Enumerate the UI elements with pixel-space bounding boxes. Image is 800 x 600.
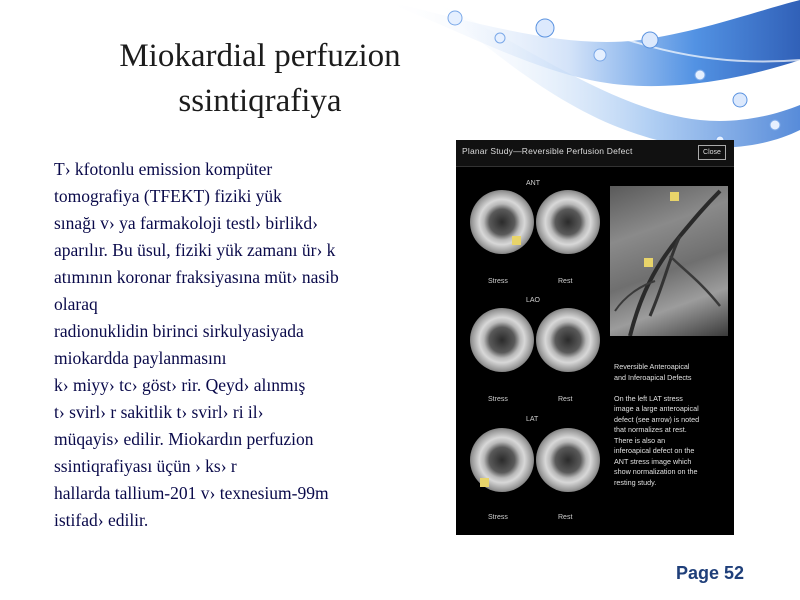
lao-rest-caption: Rest xyxy=(558,396,573,403)
page-number: Page 52 xyxy=(675,563,744,583)
lat-rest-scan-image xyxy=(536,428,600,492)
slide-title-line-2: ssintiqrafiya xyxy=(178,83,342,119)
figure-description-line: Reversible Anteroapical xyxy=(614,362,690,371)
body-text-line: müqayis› edilir. Miokardın perfuzion xyxy=(54,429,314,449)
lat-defect-arrow-icon xyxy=(480,478,489,487)
figure-description-line: resting study. xyxy=(614,477,657,487)
view-label-lao: LAO xyxy=(526,297,541,304)
figure-description-line: and Inferoapical Defects xyxy=(614,372,692,382)
body-text-line: olaraq xyxy=(54,294,98,314)
body-text-line: aparılır. Bu üsul, fiziki yük zamanı ür› k xyxy=(54,240,336,260)
figure-header xyxy=(456,140,734,167)
view-label-lat: LAT xyxy=(526,416,539,423)
figure-description-line xyxy=(614,383,730,394)
figure-close-button[interactable]: Close xyxy=(698,145,726,160)
lat-stress-caption: Stress xyxy=(488,514,508,521)
ant-rest-scan-image xyxy=(536,190,600,254)
slide-title xyxy=(60,34,460,124)
body-text-line: istifad› edilir. xyxy=(54,510,149,530)
body-text-line: atımının koronar fraksiyasına müt› nasib xyxy=(54,267,339,287)
angiogram-arrow-icon-bottom xyxy=(644,258,653,267)
angiogram-arrow-icon-top xyxy=(670,192,679,201)
figure-description-line: inferoapical defect on the xyxy=(614,446,695,455)
figure-description-line: defect (see arrow) is noted xyxy=(614,414,700,424)
figure-description-line: show normalization on the xyxy=(614,467,698,476)
lao-rest-scan-image xyxy=(536,308,600,372)
body-text-line: tomografiya (TFEKT) fiziki yük xyxy=(54,186,282,206)
figure-description xyxy=(614,362,730,488)
body-text-line: miokardda paylanmasını xyxy=(54,348,227,368)
coronary-angiogram-image xyxy=(610,186,728,336)
figure-title: Planar Study—Reversible Perfusion Defect xyxy=(462,146,633,156)
ant-defect-arrow-icon xyxy=(512,236,521,245)
lao-stress-caption: Stress xyxy=(488,396,508,403)
view-label-ant: ANT xyxy=(526,180,540,187)
body-text-line: radionuklidin birinci sirkulyasiyada xyxy=(54,321,304,341)
figure-description-line: image a large anteroapical xyxy=(614,404,699,413)
figure-description-line: ANT stress image which xyxy=(614,456,692,466)
ant-stress-caption: Stress xyxy=(488,278,508,285)
perfusion-study-figure xyxy=(456,140,734,535)
ant-stress-scan-image xyxy=(470,190,534,254)
body-text-line: hallarda tallium-201 v› texnesium-99m xyxy=(54,483,329,503)
body-text-line: k› miyy› tc› göst› rir. Qeyd› alınmış xyxy=(54,375,306,395)
figure-description-line: There is also an xyxy=(614,435,666,445)
ant-rest-caption: Rest xyxy=(558,278,573,285)
body-text-line: T› kfotonlu emission kompüter xyxy=(54,159,273,179)
figure-description-line: On the left LAT stress xyxy=(614,393,683,403)
lao-stress-scan-image xyxy=(470,308,534,372)
body-text-line: t› svirl› r sakitlik t› svirl› ri il› xyxy=(54,402,264,422)
body-text-line: sınağı v› ya farmakoloji testl› birlikd› xyxy=(54,213,318,233)
slide-title-line-1: Miokardial perfuzion xyxy=(119,38,401,74)
body-text-line: ssintiqrafiyası üçün › ks› r xyxy=(54,456,237,476)
lat-rest-caption: Rest xyxy=(558,514,573,521)
figure-description-line: that normalizes at rest. xyxy=(614,425,687,434)
slide-body-text xyxy=(54,156,434,534)
